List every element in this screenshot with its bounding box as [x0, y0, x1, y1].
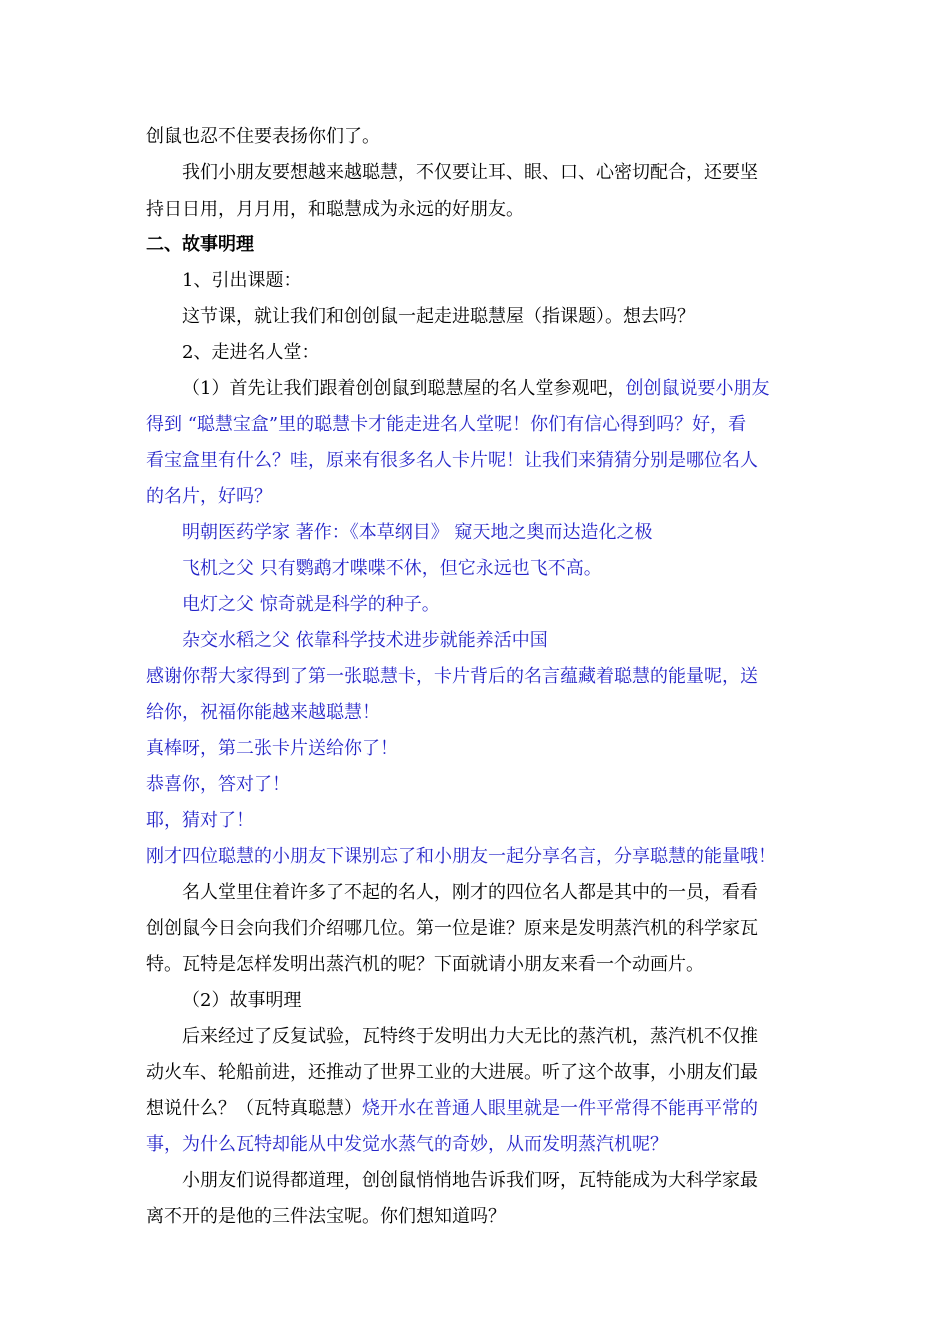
- name-card-line: 杂交水稻之父 依靠科学技术进步就能养活中国: [182, 630, 548, 651]
- paragraph-line: 恭喜你，答对了！: [146, 774, 290, 795]
- paragraph-line: 给你，祝福你能越来越聪慧！: [146, 702, 380, 723]
- paragraph-line: 看宝盒里有什么？哇，原来有很多名人卡片呢！让我们来猜猜分别是哪位名人: [146, 450, 758, 471]
- paragraph-line: 创创鼠今日会向我们介绍哪几位。第一位是谁？原来是发明蒸汽机的科学家瓦: [146, 918, 758, 939]
- list-item: 2、走进名人堂：: [182, 342, 320, 363]
- paragraph-line: 耶，猜对了！: [146, 810, 254, 831]
- highlighted-text-run: 创创鼠说要小朋友: [625, 378, 770, 399]
- paragraph-line: 创鼠也忍不住要表扬你们了。: [146, 126, 380, 147]
- paragraph-line: 我们小朋友要想越来越聪慧，不仅要让耳、眼、口、心密切配合，还要坚: [182, 162, 758, 183]
- paragraph-line: 事，为什么瓦特却能从中发觉水蒸气的奇妙，从而发明蒸汽机呢？: [146, 1134, 668, 1155]
- paragraph-line: 这节课，就让我们和创创鼠一起走进聪慧屋（指课题）。想去吗？: [182, 306, 695, 327]
- section-heading: 二、故事明理: [146, 234, 254, 255]
- name-card-line: 电灯之父 惊奇就是科学的种子。: [182, 594, 440, 615]
- paragraph-line: [146, 1098, 758, 1120]
- paragraph-line: 得到 “聪慧宝盒”里的聪慧卡才能走进名人堂呢！你们有信心得到吗？好，看: [146, 414, 747, 435]
- paragraph-line: 的名片，好吗？: [146, 486, 272, 507]
- paragraph-line: 刚才四位聪慧的小朋友下课别忘了和小朋友一起分享名言，分享聪慧的能量哦！: [146, 846, 776, 867]
- paragraph-line: 持日日用，月月用，和聪慧成为永远的好朋友。: [146, 199, 524, 220]
- paragraph-line: 离不开的是他的三件法宝呢。你们想知道吗？: [146, 1206, 506, 1227]
- name-card-line: 明朝医药学家 著作：《本草纲目》 窥天地之奥而达造化之极: [182, 522, 653, 543]
- paragraph-line: 名人堂里住着许多了不起的名人，刚才的四位名人都是其中的一员，看看: [182, 882, 758, 903]
- text-run: 想说什么？（瓦特真聪慧）: [146, 1098, 362, 1119]
- name-card-line: 飞机之父 只有鹦鹉才喋喋不休，但它永远也飞不高。: [182, 558, 602, 579]
- subsection-heading: （2）故事明理: [182, 990, 302, 1011]
- paragraph-line: [182, 378, 769, 400]
- paragraph-line: 感谢你帮大家得到了第一张聪慧卡，卡片背后的名言蕴藏着聪慧的能量呢，送: [146, 666, 758, 687]
- highlighted-text-run: 烧开水在普通人眼里就是一件平常得不能再平常的: [362, 1098, 758, 1119]
- text-run: （1）首先让我们跟着创创鼠到聪慧屋的名人堂参观吧，: [182, 378, 626, 399]
- list-item: 1、引出课题：: [182, 270, 302, 291]
- paragraph-line: 小朋友们说得都道理，创创鼠悄悄地告诉我们呀，瓦特能成为大科学家最: [182, 1170, 758, 1191]
- paragraph-line: 特。瓦特是怎样发明出蒸汽机的呢？下面就请小朋友来看一个动画片。: [146, 954, 704, 975]
- paragraph-line: 动火车、轮船前进，还推动了世界工业的大进展。听了这个故事，小朋友们最: [146, 1062, 758, 1083]
- paragraph-line: 后来经过了反复试验，瓦特终于发明出力大无比的蒸汽机，蒸汽机不仅推: [182, 1026, 758, 1047]
- paragraph-line: 真棒呀，第二张卡片送给你了！: [146, 738, 398, 759]
